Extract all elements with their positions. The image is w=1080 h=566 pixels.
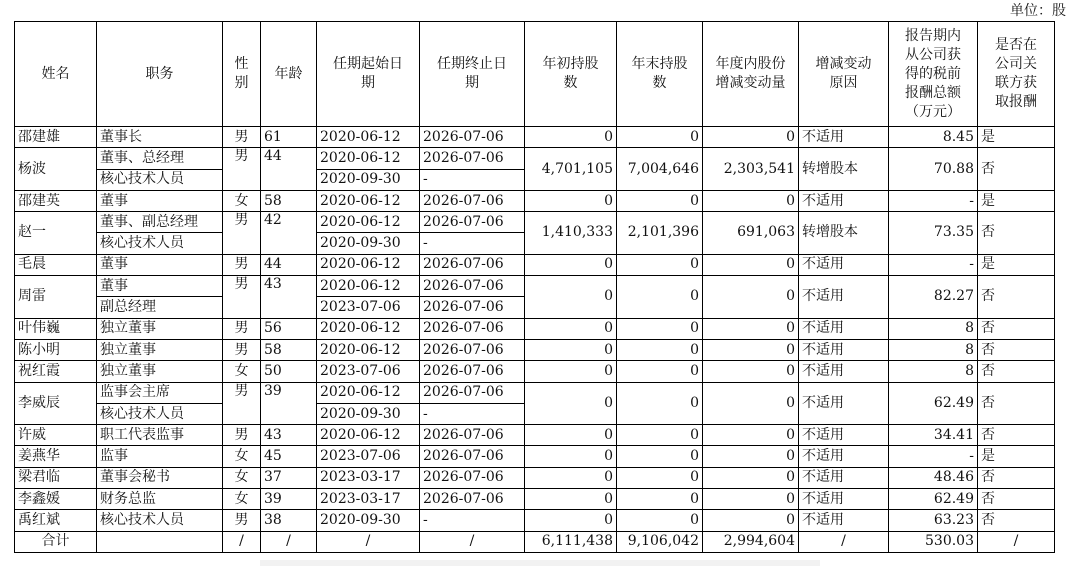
change-reason-cell: 不适用	[799, 382, 889, 425]
compensation-cell: 73.35	[889, 212, 978, 255]
position-cell: 董事、副总经理	[97, 212, 223, 233]
term-end-cell: -	[420, 403, 525, 424]
position-cell: 监事会主席	[97, 382, 223, 403]
position-cell: 董事	[97, 190, 223, 211]
term-end-cell: 2026-07-06	[420, 297, 525, 318]
compensation-cell: 8	[889, 318, 978, 339]
table-row	[15, 446, 1055, 467]
compensation-cell: 48.46	[889, 467, 978, 488]
age-cell: 37	[261, 467, 317, 488]
related-pay-cell: 否	[978, 467, 1055, 488]
shares-change-cell: 0	[703, 425, 799, 446]
gender-cell: 男	[223, 127, 261, 148]
header-compensation: 报告期内 从公司获 得的税前 报酬总额 （万元）	[889, 22, 978, 127]
gender-cell: 男	[223, 254, 261, 275]
header-shares-end: 年末持股 数	[617, 22, 703, 127]
compensation-cell: 63.23	[889, 510, 978, 531]
shares-change-cell: 0	[703, 127, 799, 148]
gender-cell: 男	[223, 148, 261, 191]
total-shares-change: 2,994,604	[703, 531, 799, 552]
shares-begin-cell: 0	[525, 254, 617, 275]
term-start-cell: 2020-09-30	[317, 169, 420, 190]
term-start-cell: 2020-06-12	[317, 190, 420, 211]
age-cell: 45	[261, 446, 317, 467]
shares-change-cell: 0	[703, 276, 799, 319]
term-start-cell: 2020-06-12	[317, 254, 420, 275]
total-row	[15, 531, 1055, 552]
executive-shareholding-table	[14, 21, 1055, 553]
table-row	[15, 254, 1055, 275]
term-end-cell: 2026-07-06	[420, 276, 525, 297]
table-row	[15, 276, 1055, 297]
compensation-cell: 8	[889, 361, 978, 382]
related-pay-cell: 否	[978, 212, 1055, 255]
table-row	[15, 318, 1055, 339]
gender-cell: 男	[223, 318, 261, 339]
shares-begin-cell: 0	[525, 467, 617, 488]
page-footer-shade	[260, 560, 820, 566]
person-name: 李威辰	[15, 382, 97, 425]
term-start-cell: 2023-03-17	[317, 467, 420, 488]
table-row	[15, 127, 1055, 148]
position-cell: 监事	[97, 446, 223, 467]
gender-cell: 男	[223, 382, 261, 425]
header-term-end: 任期终止日 期	[420, 22, 525, 127]
change-reason-cell: 不适用	[799, 489, 889, 510]
related-pay-cell: 否	[978, 339, 1055, 360]
table-row	[15, 425, 1055, 446]
change-reason-cell: 不适用	[799, 254, 889, 275]
related-pay-cell: 是	[978, 190, 1055, 211]
change-reason-cell: 不适用	[799, 510, 889, 531]
shares-end-cell: 0	[617, 361, 703, 382]
person-name: 杨波	[15, 148, 97, 191]
term-end-cell: 2026-07-06	[420, 489, 525, 510]
position-cell: 核心技术人员	[97, 169, 223, 190]
shares-end-cell: 0	[617, 467, 703, 488]
table-row	[15, 382, 1055, 403]
header-position: 职务	[97, 22, 223, 127]
total-term-end: /	[420, 531, 525, 552]
position-cell: 职工代表监事	[97, 425, 223, 446]
age-cell: 50	[261, 361, 317, 382]
term-start-cell: 2020-06-12	[317, 276, 420, 297]
related-pay-cell: 否	[978, 318, 1055, 339]
shares-begin-cell: 0	[525, 190, 617, 211]
person-name: 赵一	[15, 212, 97, 255]
related-pay-cell: 是	[978, 127, 1055, 148]
person-name: 李鑫媛	[15, 489, 97, 510]
total-position	[97, 531, 223, 552]
shares-change-cell: 0	[703, 254, 799, 275]
gender-cell: 男	[223, 276, 261, 319]
shares-change-cell: 0	[703, 489, 799, 510]
shares-end-cell: 2,101,396	[617, 212, 703, 255]
gender-cell: 男	[223, 212, 261, 255]
header-change-reason: 增减变动 原因	[799, 22, 889, 127]
table-body	[15, 127, 1055, 553]
position-cell: 董事	[97, 254, 223, 275]
related-pay-cell: 否	[978, 382, 1055, 425]
shares-begin-cell: 0	[525, 425, 617, 446]
person-name: 叶伟巍	[15, 318, 97, 339]
related-pay-cell: 否	[978, 489, 1055, 510]
shares-end-cell: 0	[617, 446, 703, 467]
related-pay-cell: 是	[978, 446, 1055, 467]
age-cell: 38	[261, 510, 317, 531]
term-end-cell: -	[420, 233, 525, 254]
position-cell: 董事会秘书	[97, 467, 223, 488]
table-row	[15, 339, 1055, 360]
change-reason-cell: 不适用	[799, 276, 889, 319]
term-end-cell: 2026-07-06	[420, 467, 525, 488]
person-name: 许威	[15, 425, 97, 446]
change-reason-cell: 不适用	[799, 318, 889, 339]
shares-begin-cell: 0	[525, 276, 617, 319]
total-term-start: /	[317, 531, 420, 552]
age-cell: 39	[261, 382, 317, 425]
change-reason-cell: 转增股本	[799, 148, 889, 191]
compensation-cell: 8	[889, 339, 978, 360]
shares-begin-cell: 0	[525, 127, 617, 148]
change-reason-cell: 不适用	[799, 446, 889, 467]
shares-begin-cell: 0	[525, 361, 617, 382]
term-start-cell: 2020-06-12	[317, 318, 420, 339]
shares-begin-cell: 4,701,105	[525, 148, 617, 191]
table-row	[15, 510, 1055, 531]
shares-change-cell: 0	[703, 446, 799, 467]
term-start-cell: 2023-03-17	[317, 489, 420, 510]
position-cell: 核心技术人员	[97, 403, 223, 424]
total-gender: /	[223, 531, 261, 552]
change-reason-cell: 不适用	[799, 339, 889, 360]
position-cell: 独立董事	[97, 339, 223, 360]
gender-cell: 女	[223, 489, 261, 510]
term-end-cell: 2026-07-06	[420, 361, 525, 382]
shares-begin-cell: 0	[525, 382, 617, 425]
term-start-cell: 2020-09-30	[317, 233, 420, 254]
related-pay-cell: 否	[978, 148, 1055, 191]
gender-cell: 男	[223, 510, 261, 531]
gender-cell: 女	[223, 361, 261, 382]
related-pay-cell: 是	[978, 254, 1055, 275]
term-start-cell: 2020-09-30	[317, 403, 420, 424]
term-end-cell: 2026-07-06	[420, 212, 525, 233]
gender-cell: 男	[223, 339, 261, 360]
position-cell: 独立董事	[97, 318, 223, 339]
related-pay-cell: 否	[978, 361, 1055, 382]
compensation-cell: -	[889, 446, 978, 467]
total-compensation: 530.03	[889, 531, 978, 552]
position-cell: 独立董事	[97, 361, 223, 382]
gender-cell: 女	[223, 190, 261, 211]
term-end-cell: -	[420, 169, 525, 190]
header-age: 年龄	[261, 22, 317, 127]
header-gender: 性 别	[223, 22, 261, 127]
term-start-cell: 2023-07-06	[317, 361, 420, 382]
related-pay-cell: 否	[978, 425, 1055, 446]
compensation-cell: 34.41	[889, 425, 978, 446]
age-cell: 58	[261, 339, 317, 360]
table-row	[15, 361, 1055, 382]
shares-end-cell: 0	[617, 510, 703, 531]
position-cell: 董事长	[97, 127, 223, 148]
person-name: 毛晨	[15, 254, 97, 275]
term-start-cell: 2020-06-12	[317, 339, 420, 360]
shares-change-cell: 0	[703, 382, 799, 425]
shares-begin-cell: 0	[525, 510, 617, 531]
table-row	[15, 190, 1055, 211]
age-cell: 61	[261, 127, 317, 148]
header-name: 姓名	[15, 22, 97, 127]
gender-cell: 男	[223, 425, 261, 446]
table-row	[15, 467, 1055, 488]
shares-change-cell: 0	[703, 361, 799, 382]
header-related-pay: 是否在 公司关 联方获 取报酬	[978, 22, 1055, 127]
table-row	[15, 489, 1055, 510]
total-shares-end: 9,106,042	[617, 531, 703, 552]
age-cell: 44	[261, 148, 317, 191]
gender-cell: 女	[223, 467, 261, 488]
change-reason-cell: 不适用	[799, 190, 889, 211]
shares-begin-cell: 0	[525, 446, 617, 467]
shares-end-cell: 0	[617, 127, 703, 148]
age-cell: 43	[261, 276, 317, 319]
shares-change-cell: 691,063	[703, 212, 799, 255]
position-cell: 核心技术人员	[97, 233, 223, 254]
table-row	[15, 148, 1055, 169]
term-end-cell: -	[420, 510, 525, 531]
shares-begin-cell: 1,410,333	[525, 212, 617, 255]
person-name: 禹红斌	[15, 510, 97, 531]
term-start-cell: 2020-06-12	[317, 148, 420, 169]
term-start-cell: 2020-06-12	[317, 425, 420, 446]
person-name: 姜燕华	[15, 446, 97, 467]
compensation-cell: 62.49	[889, 489, 978, 510]
table-row	[15, 212, 1055, 233]
total-related-pay: /	[978, 531, 1055, 552]
total-label: 合计	[15, 531, 97, 552]
age-cell: 58	[261, 190, 317, 211]
person-name: 周雷	[15, 276, 97, 319]
term-start-cell: 2023-07-06	[317, 297, 420, 318]
term-end-cell: 2026-07-06	[420, 339, 525, 360]
person-name: 邵建英	[15, 190, 97, 211]
term-start-cell: 2020-06-12	[317, 212, 420, 233]
change-reason-cell: 转增股本	[799, 212, 889, 255]
total-age: /	[261, 531, 317, 552]
gender-cell: 女	[223, 446, 261, 467]
total-shares-begin: 6,111,438	[525, 531, 617, 552]
age-cell: 44	[261, 254, 317, 275]
shares-end-cell: 0	[617, 318, 703, 339]
term-end-cell: 2026-07-06	[420, 446, 525, 467]
header-term-start: 任期起始日 期	[317, 22, 420, 127]
change-reason-cell: 不适用	[799, 467, 889, 488]
shares-end-cell: 0	[617, 489, 703, 510]
term-end-cell: 2026-07-06	[420, 382, 525, 403]
shares-begin-cell: 0	[525, 318, 617, 339]
compensation-cell: 82.27	[889, 276, 978, 319]
header-shares-begin: 年初持股 数	[525, 22, 617, 127]
total-change-reason: /	[799, 531, 889, 552]
age-cell: 56	[261, 318, 317, 339]
term-end-cell: 2026-07-06	[420, 318, 525, 339]
compensation-cell: 62.49	[889, 382, 978, 425]
shares-change-cell: 0	[703, 318, 799, 339]
shares-end-cell: 0	[617, 425, 703, 446]
age-cell: 43	[261, 425, 317, 446]
shares-change-cell: 0	[703, 190, 799, 211]
term-start-cell: 2023-07-06	[317, 446, 420, 467]
change-reason-cell: 不适用	[799, 425, 889, 446]
shares-end-cell: 0	[617, 190, 703, 211]
related-pay-cell: 否	[978, 510, 1055, 531]
term-end-cell: 2026-07-06	[420, 425, 525, 446]
position-cell: 董事	[97, 276, 223, 297]
person-name: 邵建雄	[15, 127, 97, 148]
shares-change-cell: 0	[703, 339, 799, 360]
header-row	[15, 22, 1055, 127]
term-end-cell: 2026-07-06	[420, 254, 525, 275]
shares-begin-cell: 0	[525, 489, 617, 510]
position-cell: 核心技术人员	[97, 510, 223, 531]
shares-end-cell: 0	[617, 339, 703, 360]
shares-end-cell: 0	[617, 382, 703, 425]
person-name: 梁君临	[15, 467, 97, 488]
shares-begin-cell: 0	[525, 339, 617, 360]
compensation-cell: -	[889, 190, 978, 211]
age-cell: 42	[261, 212, 317, 255]
shares-change-cell: 0	[703, 510, 799, 531]
compensation-cell: 70.88	[889, 148, 978, 191]
position-cell: 财务总监	[97, 489, 223, 510]
shares-change-cell: 0	[703, 467, 799, 488]
shares-change-cell: 2,303,541	[703, 148, 799, 191]
related-pay-cell: 否	[978, 276, 1055, 319]
compensation-cell: -	[889, 254, 978, 275]
shares-end-cell: 0	[617, 254, 703, 275]
unit-label: 单位：股	[1010, 3, 1066, 19]
header-shares-change: 年度内股份 增减变动量	[703, 22, 799, 127]
shares-end-cell: 0	[617, 276, 703, 319]
change-reason-cell: 不适用	[799, 361, 889, 382]
term-end-cell: 2026-07-06	[420, 190, 525, 211]
term-start-cell: 2020-09-30	[317, 510, 420, 531]
age-cell: 39	[261, 489, 317, 510]
term-end-cell: 2026-07-06	[420, 127, 525, 148]
compensation-cell: 8.45	[889, 127, 978, 148]
term-start-cell: 2020-06-12	[317, 382, 420, 403]
term-end-cell: 2026-07-06	[420, 148, 525, 169]
change-reason-cell: 不适用	[799, 127, 889, 148]
person-name: 祝红霞	[15, 361, 97, 382]
person-name: 陈小明	[15, 339, 97, 360]
term-start-cell: 2020-06-12	[317, 127, 420, 148]
position-cell: 副总经理	[97, 297, 223, 318]
shares-end-cell: 7,004,646	[617, 148, 703, 191]
position-cell: 董事、总经理	[97, 148, 223, 169]
